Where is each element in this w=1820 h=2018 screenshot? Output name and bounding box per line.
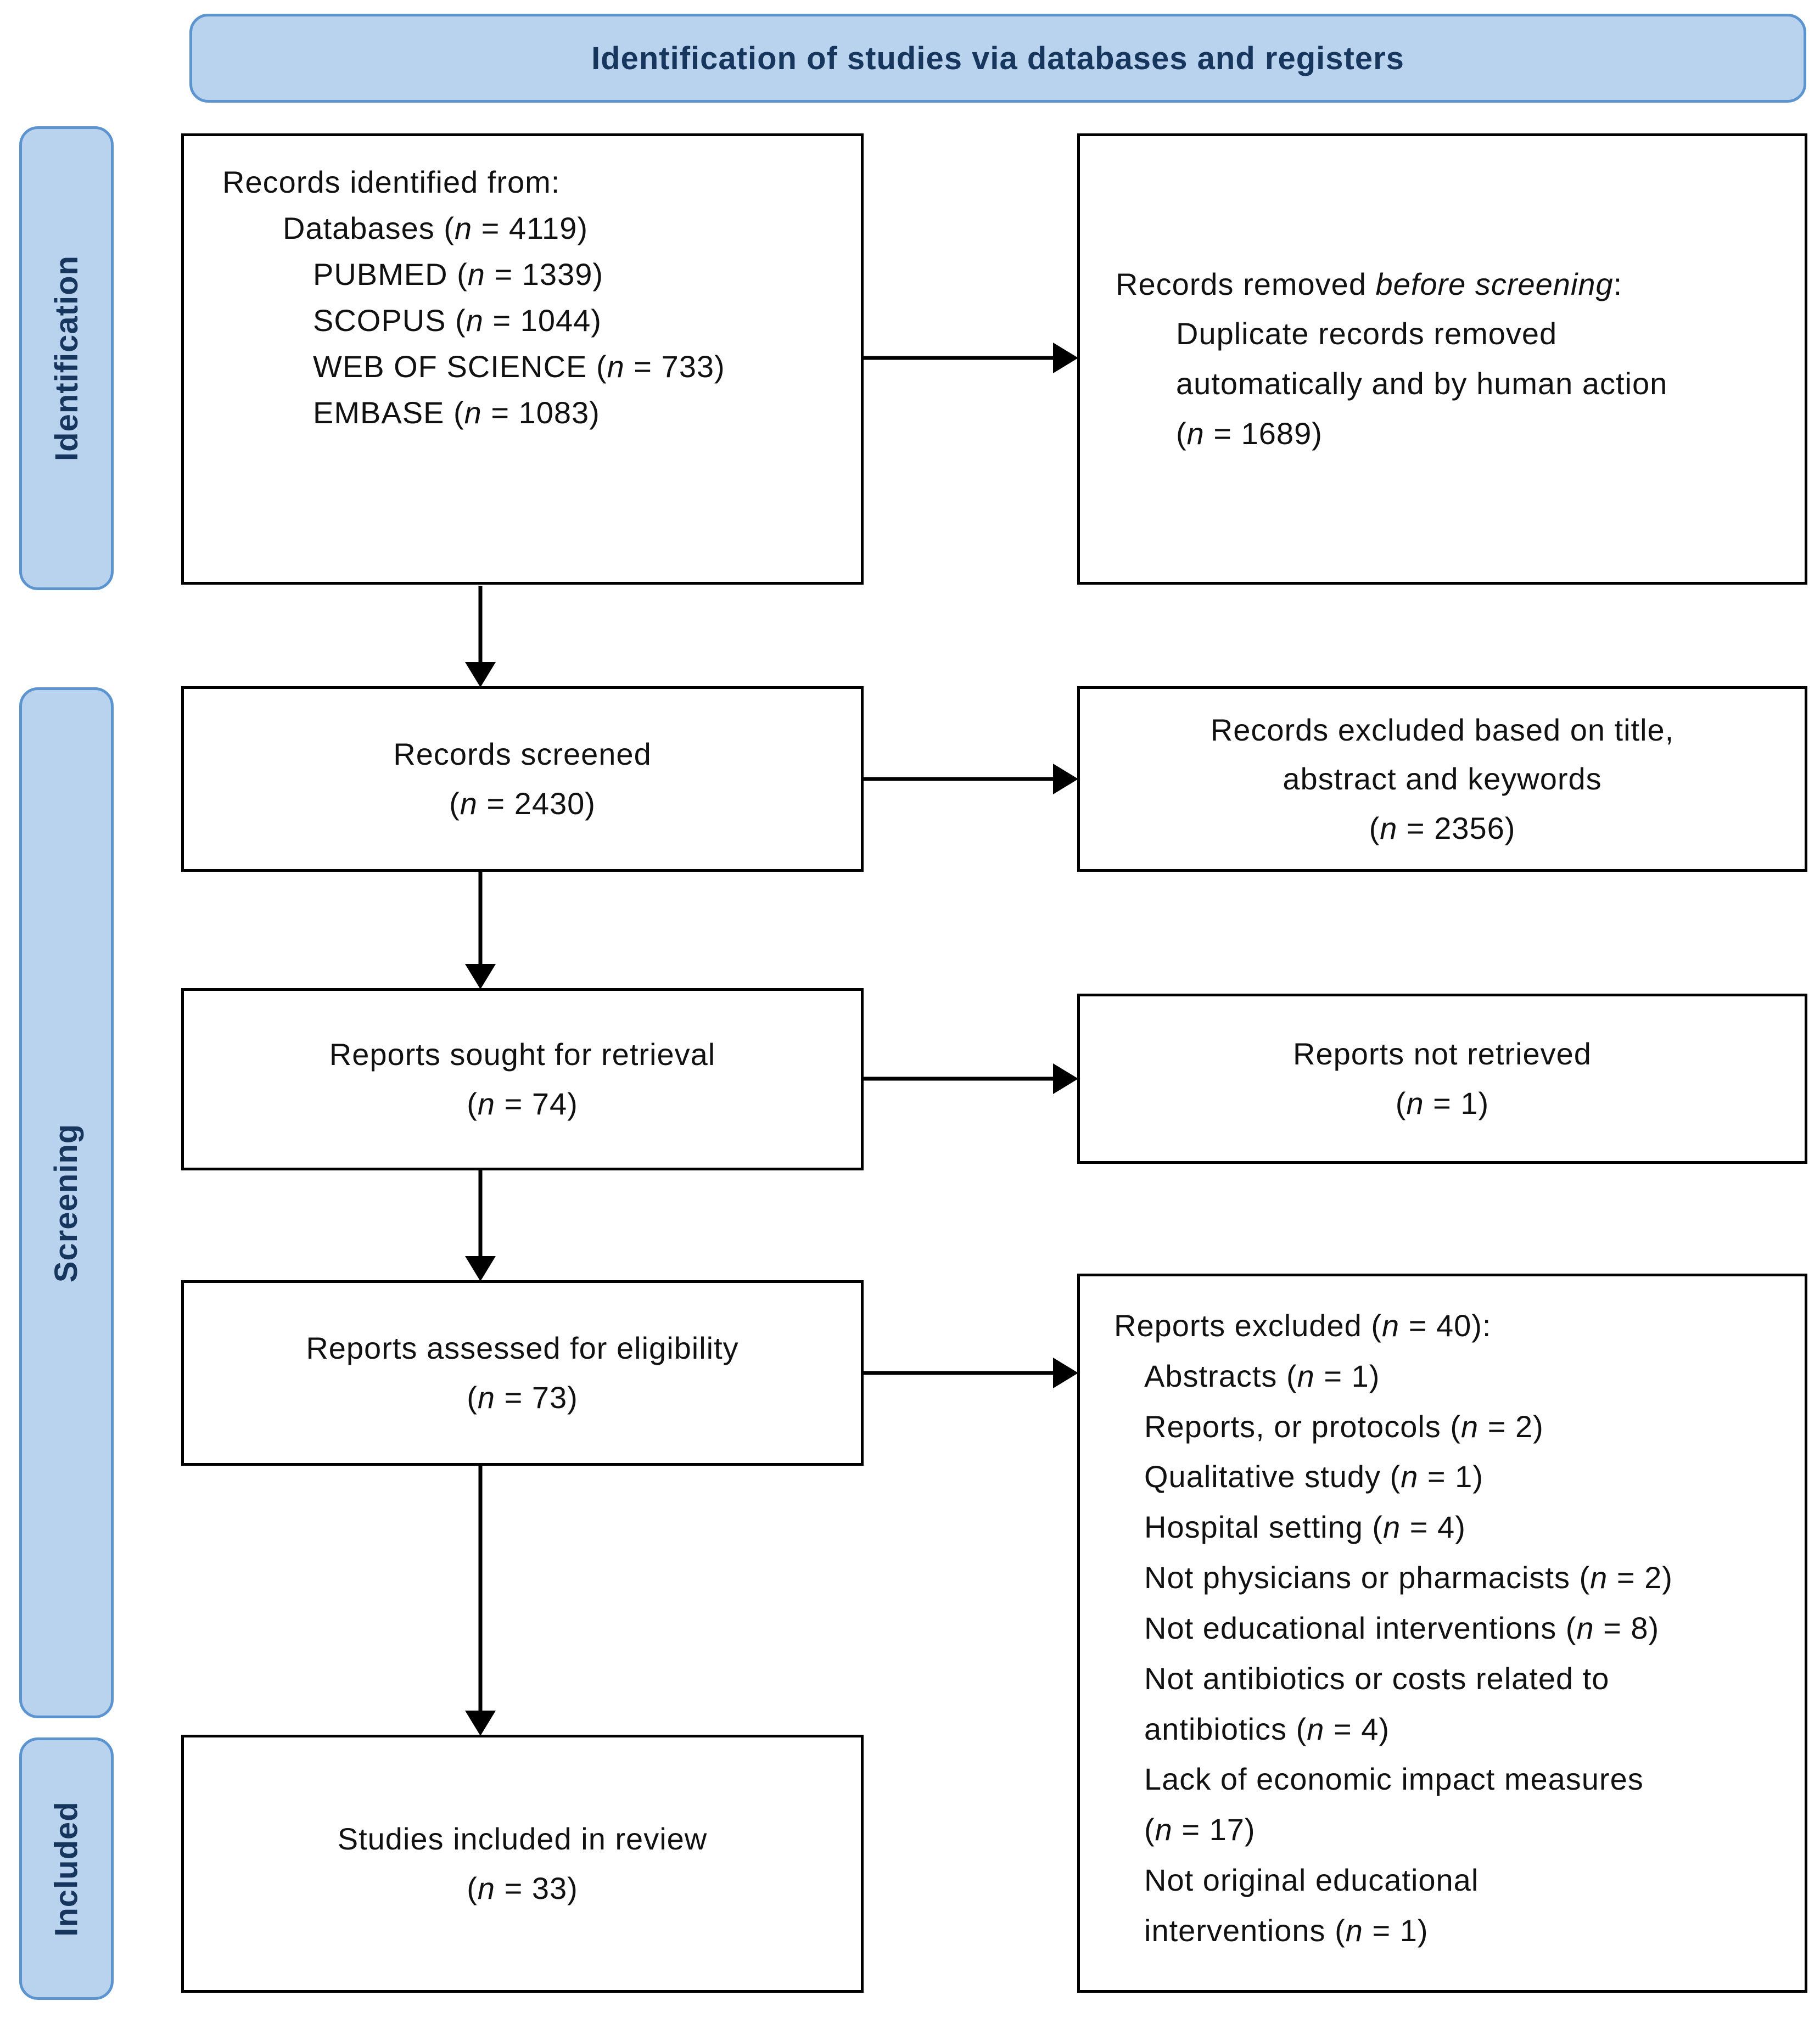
text-line: Qualitative study (n = 1) [1144,1459,1483,1494]
text-line: PUBMED (n = 1339) [313,257,603,292]
arrow-right-sought-to-not-retrieved [863,1062,1078,1095]
arrow-shaft [479,1466,483,1714]
arrow-shaft [863,1371,1056,1375]
text-line: Reports, or protocols (n = 2) [1144,1409,1544,1444]
text-line: SCOPUS (n = 1044) [313,303,602,338]
box-records-identified [181,133,864,585]
text-line: abstract and keywords [1283,761,1602,797]
box-records-removed-before-screening [1077,133,1807,585]
arrow-head-icon [465,1256,496,1281]
text-line: Hospital setting (n = 4) [1144,1510,1466,1545]
text-line: WEB OF SCIENCE (n = 733) [313,349,725,384]
arrow-down-sought-to-assessed [464,1170,497,1281]
text-line: automatically and by human action [1176,366,1668,401]
text-line: antibiotics (n = 4) [1144,1711,1390,1746]
arrow-down-assessed-to-included [464,1466,497,1736]
arrow-right-assessed-to-reports-excluded [863,1356,1078,1389]
arrow-head-icon [1053,764,1078,794]
text-line: (n = 74) [467,1086,578,1121]
text-line: EMBASE (n = 1083) [313,395,600,430]
arrow-shaft [479,1170,483,1259]
text-line: (n = 17) [1144,1812,1256,1847]
text-line: Abstracts (n = 1) [1144,1358,1380,1393]
arrow-shaft [863,777,1056,781]
arrow-shaft [479,586,483,665]
box-records-screened [181,686,864,872]
stage-label-screening [19,687,114,1718]
arrow-right-identified-to-removed [863,341,1078,374]
text-line: Not physicians or pharmacists (n = 2) [1144,1560,1673,1595]
arrow-head-icon [1053,1358,1078,1388]
text-line: Not antibiotics or costs related to [1144,1661,1610,1696]
text-line: (n = 2430) [449,786,596,821]
box-reports-sought-for-retrieval [181,988,864,1170]
text-line: (n = 73) [467,1380,578,1415]
stage-label-included [19,1737,114,2000]
box-studies-included-in-review [181,1735,864,1993]
stage-label-identification [19,126,114,590]
text-line: Records removed before screening: [1116,266,1623,301]
arrow-down-identified-to-screened [464,586,497,687]
text-line: Reports not retrieved [1293,1036,1592,1072]
box-records-excluded [1077,686,1807,872]
text-line: Records excluded based on title, [1210,712,1675,747]
text-line: Studies included in review [337,1821,708,1857]
arrow-head-icon [465,1711,496,1736]
text-line: Lack of economic impact measures [1144,1762,1644,1797]
arrow-head-icon [465,964,496,989]
arrow-shaft [863,356,1056,360]
box-reports-excluded [1077,1274,1807,1993]
text-line: Records identified from: [222,165,561,199]
text-line: Duplicate records removed [1176,316,1558,351]
text-line: Reports sought for retrieval [329,1037,716,1072]
arrow-down-screened-to-sought [464,872,497,989]
text-line: Databases (n = 4119) [283,211,588,245]
text-line: (n = 2356) [1369,810,1516,845]
text-line: Records screened [393,737,652,772]
arrow-head-icon [1053,1063,1078,1094]
arrow-shaft [479,872,483,967]
arrow-right-screened-to-excluded [863,763,1078,795]
text-line: Reports excluded (n = 40): [1114,1308,1492,1343]
stage-included-text: Included [48,1801,85,1937]
text-line: Not educational interventions (n = 8) [1144,1610,1660,1645]
box-reports-assessed-for-eligibility [181,1280,864,1466]
diagram-header-band [189,14,1806,103]
stage-screening-text: Screening [48,1123,85,1282]
text-line: (n = 1) [1395,1086,1489,1120]
arrow-head-icon [1053,343,1078,373]
text-line: Reports assessed for eligibility [306,1331,739,1366]
text-line: interventions (n = 1) [1144,1913,1429,1948]
arrow-shaft [863,1077,1056,1081]
text-line: Not original educational [1144,1863,1479,1898]
text-line: (n = 33) [467,1871,578,1905]
box-reports-not-retrieved [1077,994,1807,1164]
stage-identification-text: Identification [48,255,85,461]
text-line: (n = 1689) [1176,416,1323,451]
arrow-head-icon [465,662,496,687]
diagram-title: Identification of studies via databases and registers [591,40,1404,76]
